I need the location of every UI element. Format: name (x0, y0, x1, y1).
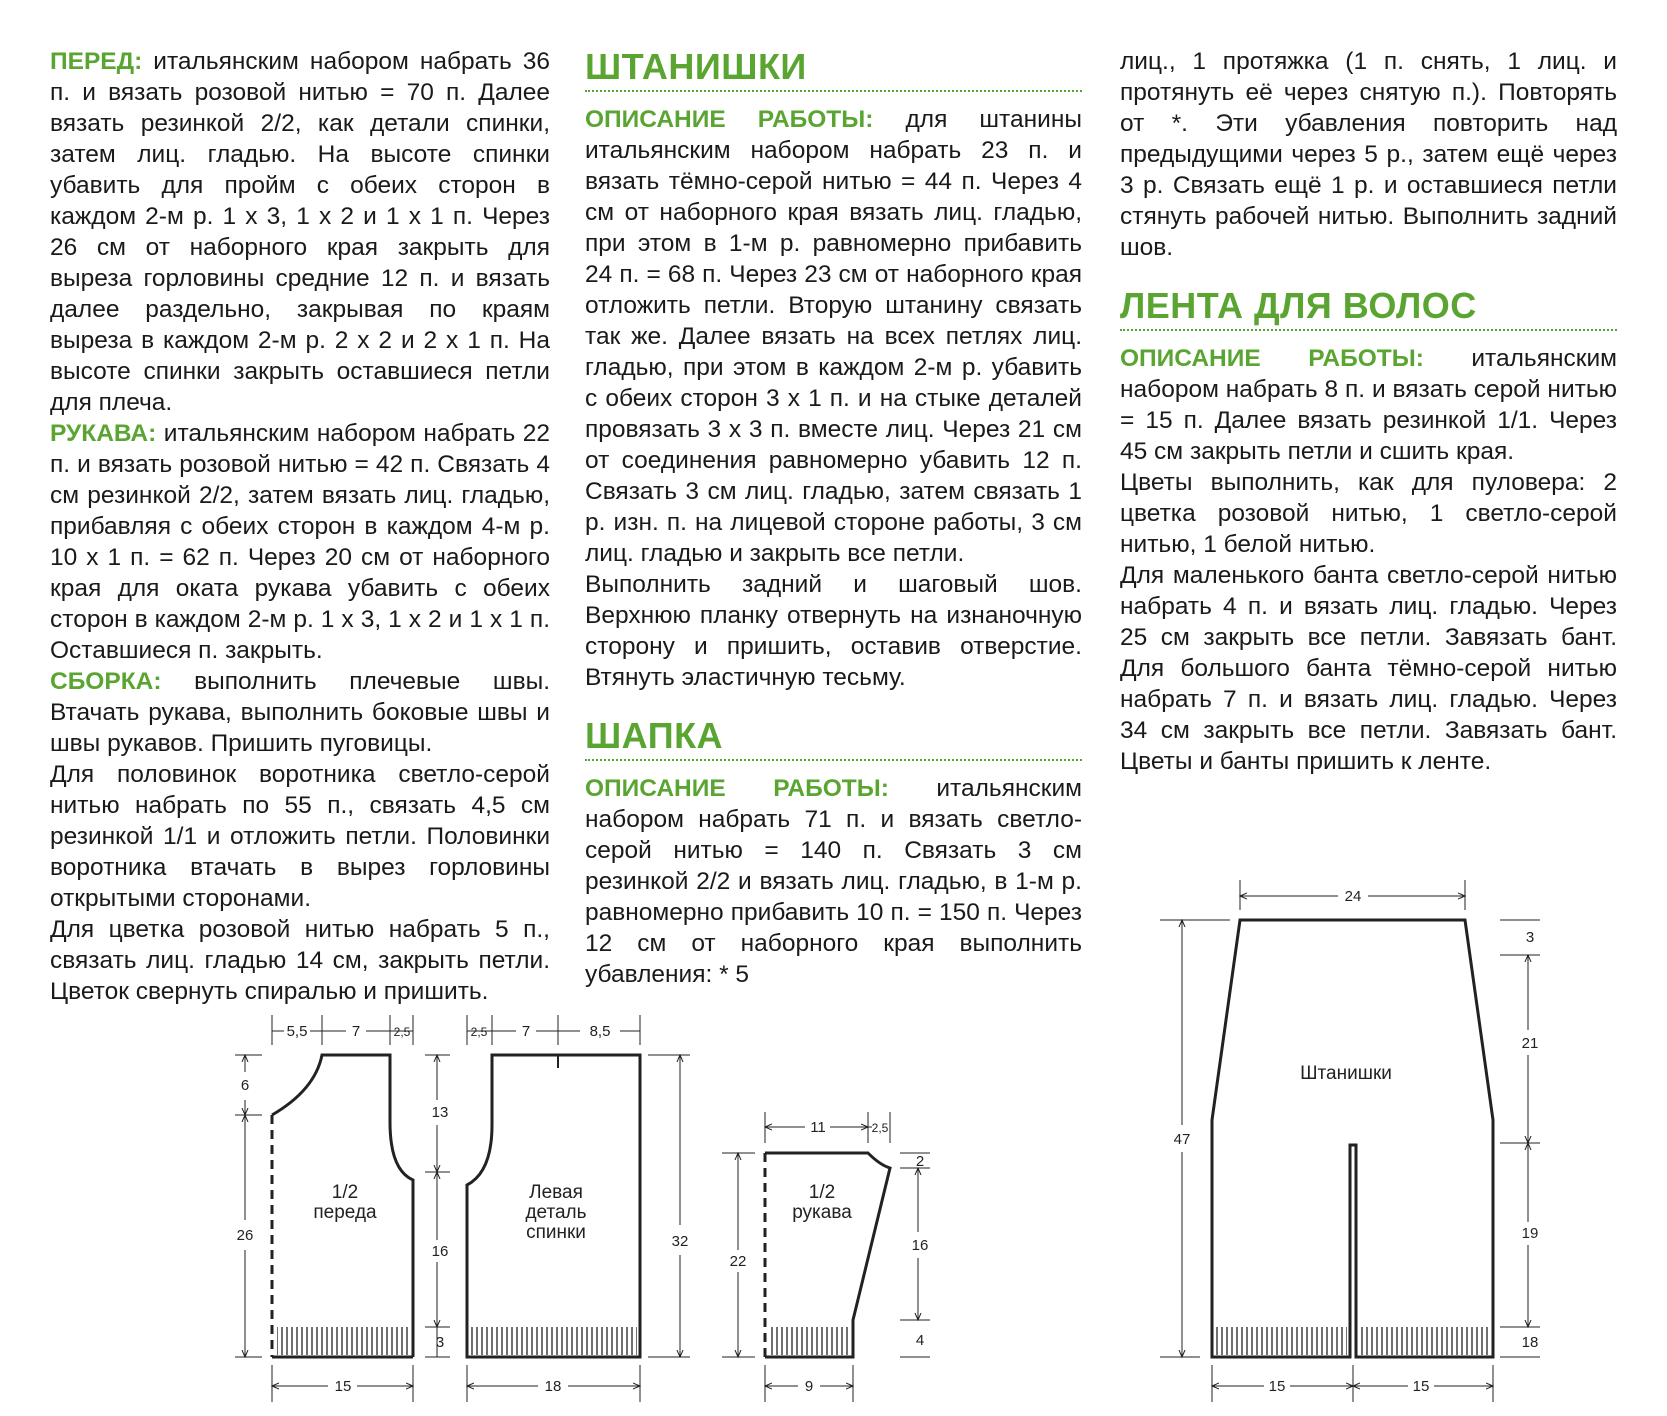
pants-label: Штанишки (1300, 1063, 1392, 1084)
band-text: итальянским набором набрать 8 п. и вязать серой нитью = 15 п. Далее вязать резинкой 1/1. Через 45 см закрыть петли и сшить края. (1120, 345, 1617, 465)
back-dim-top-c: 8,5 (589, 1023, 611, 1040)
pants-title: ШТАНИШКИ (585, 46, 1082, 92)
sleeve-label-2: рукава (792, 1202, 852, 1223)
front-label-2: переда (313, 1202, 377, 1223)
band-label: ОПИСАНИЕ РАБОТЫ: (1120, 345, 1424, 372)
front-label: ПЕРЕД: (50, 48, 143, 75)
sleeve-dim-top-a: 11 (810, 1119, 826, 1136)
pants-paragraph-2: Выполнить задний и шаговый шов. Верхнюю планку отвернуть на изнаночную сторону и пришить, оставив отверстие. Втянуть эластичную тесьму. (585, 571, 1082, 691)
hat-text: итальянским набором набрать 71 п. и вязать светло-серой нитью = 140 п. Связать 3 см резинкой 2/2 и вязать лиц. гладью, в 1-м р. равномерно прибавить 10 п. = 150 п. Через 12 см от наборного края выполнить убавления: * 5 (585, 775, 1082, 988)
sleeve-dim-height: 22 (729, 1253, 747, 1270)
front-dim-height-r3: 3 (435, 1334, 445, 1351)
front-dim-bottom: 15 (334, 1378, 352, 1395)
front-dim-top-c: 2,5 (393, 1025, 411, 1039)
pants-dim-bottom-right: 15 (1412, 1378, 1430, 1395)
sleeve-half-scheme (722, 1112, 930, 1402)
pants-dim-height: 47 (1173, 1131, 1191, 1148)
front-dim-top-a: 5,5 (286, 1023, 308, 1040)
back-label-2: деталь (525, 1202, 587, 1223)
pants-scheme (1160, 880, 1540, 1402)
pants-dim-r2: 21 (1521, 1035, 1539, 1052)
pants-dim-r3: 19 (1521, 1225, 1539, 1242)
hat-label: ОПИСАНИЕ РАБОТЫ: (585, 775, 889, 802)
sleeve-dim-top-b: 2,5 (871, 1121, 889, 1135)
back-dim-bottom: 18 (544, 1378, 562, 1395)
sleeve-dim-bottom: 9 (804, 1378, 814, 1395)
assembly-text: выполнить плечевые швы. Втачать рукава, выполнить боковые швы и швы рукавов. Пришить пуговицы. (50, 668, 550, 757)
front-text: итальянским набором набрать 36 п. и вязать розовой нитью = 70 п. Далее вязать резинкой 2/2, как детали спинки, затем лиц. гладью. На высоте спинки убавить для пройм с обеих сторон в каждом 2-м р. 1 х 3, 1 х 2 и 1 х 1 п. Через 26 см от наборного края закрыть для выреза горловины средние 12 п. и вязать далее раздельно, закрывая по краям выреза в каждом 2-м р. 2 х 2 и 2 х 1 п. На высоте спинки закрыть оставшиеся петли для плеча. (50, 48, 550, 416)
assembly-label: СБОРКА: (50, 668, 162, 695)
pants-label: ОПИСАНИЕ РАБОТЫ: (585, 106, 874, 133)
back-dim-top-a: 2,5 (470, 1025, 488, 1039)
flower-paragraph: Для цветка розовой нитью набрать 5 п., связать лиц. гладью 14 см, закрыть петли. Цветок свернуть спиралью и пришить. (50, 916, 550, 1005)
sleeve-dim-r3: 4 (915, 1332, 925, 1349)
pants-dim-r4: 18 (1521, 1334, 1539, 1351)
back-label-3: спинки (526, 1222, 586, 1243)
collar-paragraph: Для половинок воротника светло-серой нитью набрать по 55 п., связать 4,5 см резинкой 1/1 и отложить петли. Половинки воротника втачать в вырез горловины открытыми сторонами. (50, 761, 550, 912)
front-dim-height-left: 26 (236, 1227, 254, 1244)
hat-continued-paragraph: лиц., 1 протяжка (1 п. снять, 1 лиц. и протянуть её через снятую п.). Повторять от *. Эти убавления повторить над предыдущими через 5 р., затем ещё через 3 р. Связать ещё 1 р. и оставшиеся петли стянуть рабочей нитью. Выполнить задний шов. (1120, 48, 1617, 261)
front-dim-height-top: 6 (240, 1077, 250, 1094)
sleeve-dim-r1: 2 (915, 1153, 925, 1170)
front-dim-top-b: 7 (351, 1023, 361, 1040)
front-dim-height-r1: 13 (431, 1104, 449, 1121)
front-label-1: 1/2 (331, 1182, 359, 1203)
sleeve-label-1: 1/2 (808, 1182, 836, 1203)
back-dim-top-b: 7 (521, 1023, 531, 1040)
pants-dim-r1: 3 (1525, 929, 1535, 946)
sleeve-dim-r2: 16 (911, 1237, 929, 1254)
pants-dim-bottom-left: 15 (1268, 1378, 1286, 1395)
back-label-1: Левая (529, 1182, 583, 1203)
pants-dim-top: 24 (1344, 888, 1362, 905)
front-dim-height-r2: 16 (431, 1243, 449, 1260)
sleeves-text: итальянским набором набрать 22 п. и вязать розовой нитью = 42 п. Связать 4 см резинкой 2/2, затем вязать лиц. гладью, прибавляя с обеих сторон в каждом 4-м р. 10 х 1 п. = 62 п. Через 20 см от наборного края для оката рукава убавить с обеих сторон в каждом 2-м р. 1 х 3, 1 х 2 и 1 х 1 п. Оставшиеся п. закрыть. (50, 420, 550, 664)
hat-title: ШАПКА (585, 715, 1082, 761)
sleeves-label: РУКАВА: (50, 420, 157, 447)
band-flowers-paragraph: Цветы выполнить, как для пуловера: 2 цветка розовой нитью, 1 светло-серой нитью, 1 белой нитью. (1120, 469, 1617, 558)
back-dim-height: 32 (671, 1233, 689, 1250)
band-bows-paragraph: Для маленького банта светло-серой нитью набрать 4 п. и вязать лиц. гладью. Через 25 см закрыть все петли. Завязать бант. Для большого банта тёмно-серой нитью набрать 7 п. и вязать лиц. гладью. Через 34 см закрыть все петли. Завязать бант. Цветы и банты пришить к ленте. (1120, 562, 1617, 775)
pants-text: для штанины итальянским набором набрать 23 п. и вязать тёмно-серой нитью = 44 п. Через 4 см от наборного края вязать лиц. гладью, при этом в 1-м р. равномерно прибавить 24 п. = 68 п. Через 23 см от наборного края отложить петли. Вторую штанину связать так же. Далее вязать на всех петлях лиц. гладью, при этом в каждом 2-м р. убавить с обеих сторон 3 х 1 п. и на стыке деталей провязать 3 х 3 п. вместе лиц. Через 21 см от соединения равномерно убавить 12 п. Связать 3 см лиц. гладью, затем связать 1 р. изн. п. на лицевой стороне работы, 3 см лиц. гладью и закрыть все петли. (585, 106, 1082, 567)
band-title: ЛЕНТА ДЛЯ ВОЛОС (1120, 285, 1617, 331)
